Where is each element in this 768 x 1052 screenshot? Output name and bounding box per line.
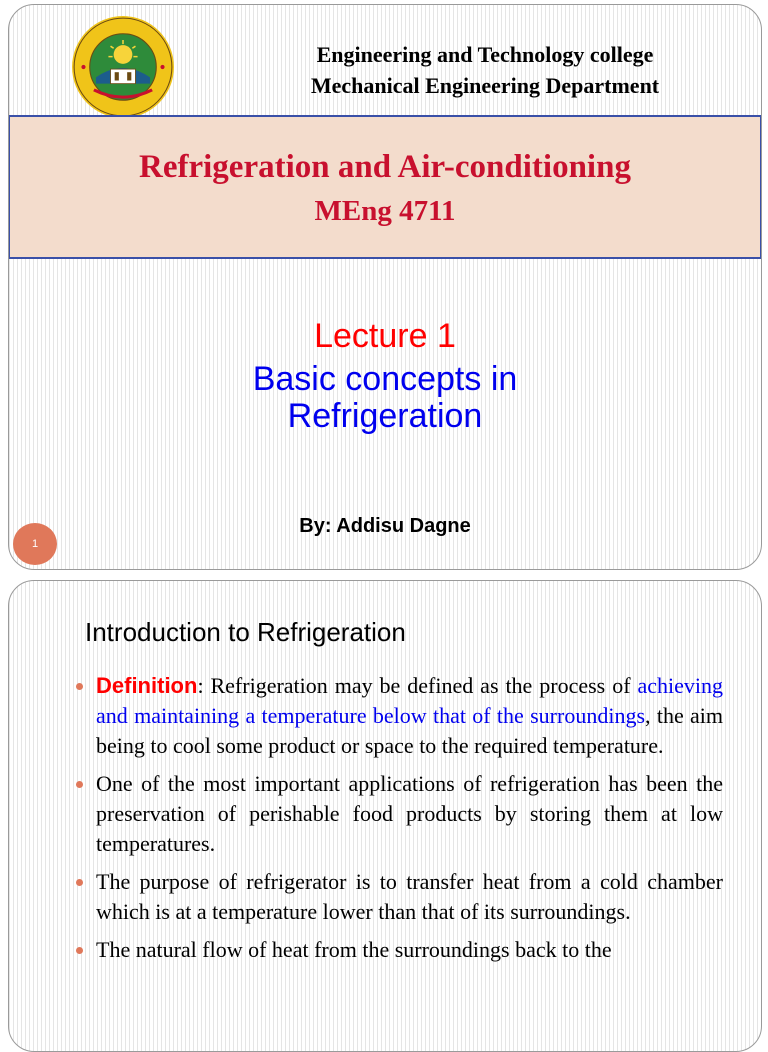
university-seal-icon [71,15,175,119]
bullet-item [75,671,723,761]
course-code: MEng 4711 [314,195,456,227]
department-name: Mechanical Engineering Department [310,73,660,98]
content-slide [8,580,762,1052]
slide-title: Introduction to Refrigeration [85,617,406,647]
bullet-icon [76,879,83,886]
bullet-text: : Refrigeration may be defined as the process of [197,673,638,698]
bullet-text: The purpose of refrigerator is to transfer heat from a cold chamber which is at a temperature lower than that of its surroundings. [96,869,723,924]
course-title: Refrigeration and Air-conditioning [139,149,631,185]
bullet-icon [76,781,83,788]
bullet-icon [76,947,83,954]
college-header [209,39,761,101]
bullet-item [75,867,723,927]
course-title-band [8,115,762,259]
title-slide [8,4,762,570]
lecture-number: Lecture 1 [314,317,456,355]
author-line: By: Addisu Dagne [299,515,471,537]
bullet-icon [76,683,83,690]
bullet-item [75,769,723,859]
page-number-badge: 1 [13,523,57,565]
highlighted-text: achieving and maintaining a temperature below that of the surroundings [96,673,723,728]
college-name: Engineering and Technology college [316,42,654,67]
bullet-text: One of the most important applications of refrigeration has been the preservation of perishable food products by storing them at low temperatures. [96,771,723,856]
bullet-item [75,935,723,965]
definition-label: Definition [96,673,198,698]
lecture-topic: Basic concepts in Refrigeration [252,360,518,435]
bullet-text: , the aim being to cool some product or space to the required temperature. [96,703,724,758]
bullet-list [75,671,723,973]
bullet-text: The natural flow of heat from the surroundings back to the [96,937,612,962]
